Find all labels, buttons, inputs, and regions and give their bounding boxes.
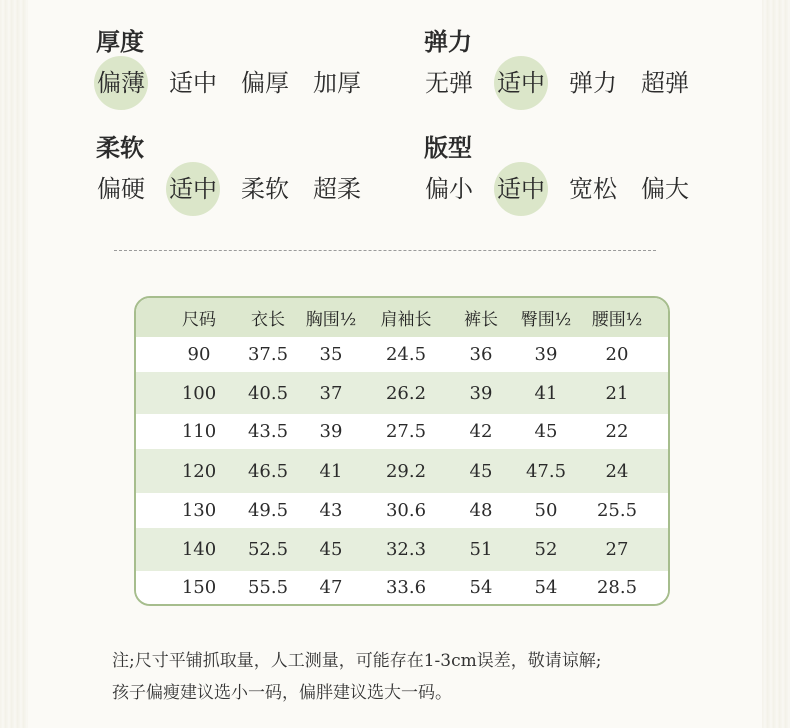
attribute-option: [310, 171, 364, 207]
attribute-title: 柔软: [96, 133, 144, 162]
table-cell-text: 臀围½: [520, 310, 572, 330]
table-cell-text: 90: [187, 344, 211, 365]
table-cell: [159, 493, 239, 528]
attribute-title: 弹力: [424, 27, 472, 56]
table-cell: [291, 493, 371, 528]
attribute-option: [310, 65, 364, 101]
table-cell-text: 51: [469, 539, 493, 560]
table-cell-text: 衣长: [251, 310, 285, 330]
table-row: [136, 414, 668, 449]
table-cell: [577, 337, 657, 372]
attribute-option: [566, 171, 620, 207]
table-row: [136, 571, 668, 604]
table-cell-text: 39: [469, 382, 493, 404]
table-cell: [159, 414, 239, 449]
dashed-divider: [114, 250, 656, 251]
table-row: [136, 372, 668, 414]
attribute-option: [422, 171, 476, 207]
attribute-option: [94, 171, 148, 207]
table-cell: [366, 298, 446, 337]
attribute-option: [238, 171, 292, 207]
table-cell-text: 52.5: [247, 539, 289, 560]
table-cell-text: 42: [469, 421, 493, 442]
table-cell: [159, 298, 239, 337]
table-cell: [506, 449, 586, 493]
table-cell-text: 49.5: [247, 500, 289, 521]
table-cell-text: 36: [469, 344, 493, 365]
table-cell-text: 25.5: [596, 500, 638, 521]
size-chart-table: [134, 296, 670, 606]
attribute-option-label: 适中: [169, 69, 217, 97]
table-cell-text: 24: [605, 460, 629, 482]
table-cell-text: 140: [181, 539, 217, 560]
table-cell-text: 48: [469, 500, 493, 521]
table-cell-text: 50: [534, 500, 558, 521]
table-cell-text: 43: [319, 500, 343, 521]
right-paper-edge: [762, 0, 790, 728]
table-cell-text: 47: [319, 577, 343, 598]
table-cell-text: 100: [181, 382, 217, 404]
attribute-option-label: 弹力: [569, 69, 617, 97]
table-cell: [159, 372, 239, 414]
table-cell-text: 胸围½: [305, 310, 357, 330]
table-cell-text: 47.5: [525, 460, 567, 482]
attribute-option: [94, 65, 148, 101]
table-cell: [159, 449, 239, 493]
attribute-option-label: 超柔: [313, 175, 361, 203]
table-cell-text: 43.5: [247, 421, 289, 442]
table-cell: [577, 571, 657, 604]
attribute-option: [494, 171, 548, 207]
table-cell-text: 肩袖长: [380, 310, 432, 330]
table-cell-text: 41: [319, 460, 343, 482]
attribute-option-label: 偏厚: [241, 69, 289, 97]
table-cell: [366, 372, 446, 414]
table-cell: [506, 298, 586, 337]
table-cell-text: 腰围½: [591, 310, 643, 330]
table-cell-text: 26.2: [385, 382, 427, 404]
table-cell: [291, 298, 371, 337]
table-cell-text: 45: [319, 539, 343, 560]
attribute-option: [238, 65, 292, 101]
table-cell: [506, 337, 586, 372]
table-cell-text: 46.5: [247, 460, 289, 482]
table-cell-text: 54: [469, 577, 493, 598]
table-cell-text: 24.5: [385, 344, 427, 365]
table-cell-text: 21: [605, 382, 629, 404]
table-cell: [577, 528, 657, 571]
table-cell-text: 55.5: [247, 577, 289, 598]
table-cell-text: 27.5: [385, 421, 427, 442]
table-cell-text: 110: [181, 421, 217, 442]
attribute-option: [166, 171, 220, 207]
table-cell: [291, 337, 371, 372]
table-cell: [291, 372, 371, 414]
table-cell-text: 32.3: [385, 539, 427, 560]
table-cell: [577, 493, 657, 528]
attribute-option-label: 偏小: [425, 175, 473, 203]
table-cell-text: 54: [534, 577, 558, 598]
table-cell-text: 120: [181, 460, 217, 482]
table-cell: [577, 449, 657, 493]
table-cell-text: 35: [319, 344, 343, 365]
table-cell: [366, 449, 446, 493]
attribute-title: 厚度: [96, 27, 144, 56]
attribute-title: 版型: [424, 133, 472, 162]
table-row: [136, 449, 668, 493]
table-cell: [506, 528, 586, 571]
attribute-option-label: 适中: [497, 175, 545, 203]
attribute-option-label: 偏硬: [97, 175, 145, 203]
attribute-option: [166, 65, 220, 101]
table-cell-text: 20: [605, 344, 629, 365]
attribute-option-label: 超弹: [641, 69, 689, 97]
attribute-option: [566, 65, 620, 101]
table-cell: [506, 414, 586, 449]
table-cell-text: 45: [469, 460, 493, 482]
table-cell: [506, 571, 586, 604]
attribute-option-label: 宽松: [569, 175, 617, 203]
attribute-option-label: 适中: [497, 69, 545, 97]
table-cell-text: 28.5: [596, 577, 638, 598]
note-line-1: 注;尺寸平铺抓取量，人工测量，可能存在1-3cm误差，敬请谅解;: [112, 651, 602, 671]
table-cell-text: 41: [534, 382, 558, 404]
table-cell: [159, 571, 239, 604]
note-line-2: 孩子偏瘦建议选小一码，偏胖建议选大一码。: [112, 683, 452, 703]
table-cell: [291, 571, 371, 604]
table-cell: [366, 528, 446, 571]
attribute-option-label: 柔软: [241, 175, 289, 203]
attribute-option-label: 加厚: [313, 69, 361, 97]
table-row: [136, 337, 668, 372]
attribute-option: [494, 65, 548, 101]
table-cell: [366, 414, 446, 449]
table-cell: [577, 298, 657, 337]
table-cell: [506, 372, 586, 414]
attribute-option: [638, 171, 692, 207]
table-cell: [159, 337, 239, 372]
table-cell: [291, 528, 371, 571]
attribute-option-label: 适中: [169, 175, 217, 203]
table-cell-text: 39: [319, 421, 343, 442]
table-cell-text: 29.2: [385, 460, 427, 482]
attribute-option: [638, 65, 692, 101]
table-cell-text: 150: [181, 577, 217, 598]
table-cell-text: 27: [605, 539, 629, 560]
left-paper-edge: [0, 0, 28, 728]
table-row: [136, 493, 668, 528]
table-cell: [366, 571, 446, 604]
table-cell: [159, 528, 239, 571]
table-cell-text: 130: [181, 500, 217, 521]
attribute-option: [422, 65, 476, 101]
table-cell: [366, 337, 446, 372]
table-cell-text: 裤长: [464, 310, 498, 330]
table-cell: [291, 449, 371, 493]
table-cell-text: 37: [319, 382, 343, 404]
attribute-option-label: 偏大: [641, 175, 689, 203]
table-header-row: [136, 298, 668, 337]
table-cell-text: 尺码: [182, 310, 216, 330]
attribute-option-label: 无弹: [425, 69, 473, 97]
attribute-option-label: 偏薄: [97, 69, 145, 97]
table-cell-text: 52: [534, 539, 558, 560]
table-cell: [577, 372, 657, 414]
table-cell-text: 30.6: [385, 500, 427, 521]
table-cell-text: 45: [534, 421, 558, 442]
table-cell: [577, 414, 657, 449]
table-cell: [291, 414, 371, 449]
table-cell-text: 33.6: [385, 577, 427, 598]
table-cell: [366, 493, 446, 528]
table-cell-text: 37.5: [247, 344, 289, 365]
table-cell: [506, 493, 586, 528]
table-cell-text: 39: [534, 344, 558, 365]
table-cell-text: 22: [605, 421, 629, 442]
table-row: [136, 528, 668, 571]
table-cell-text: 40.5: [247, 382, 289, 404]
